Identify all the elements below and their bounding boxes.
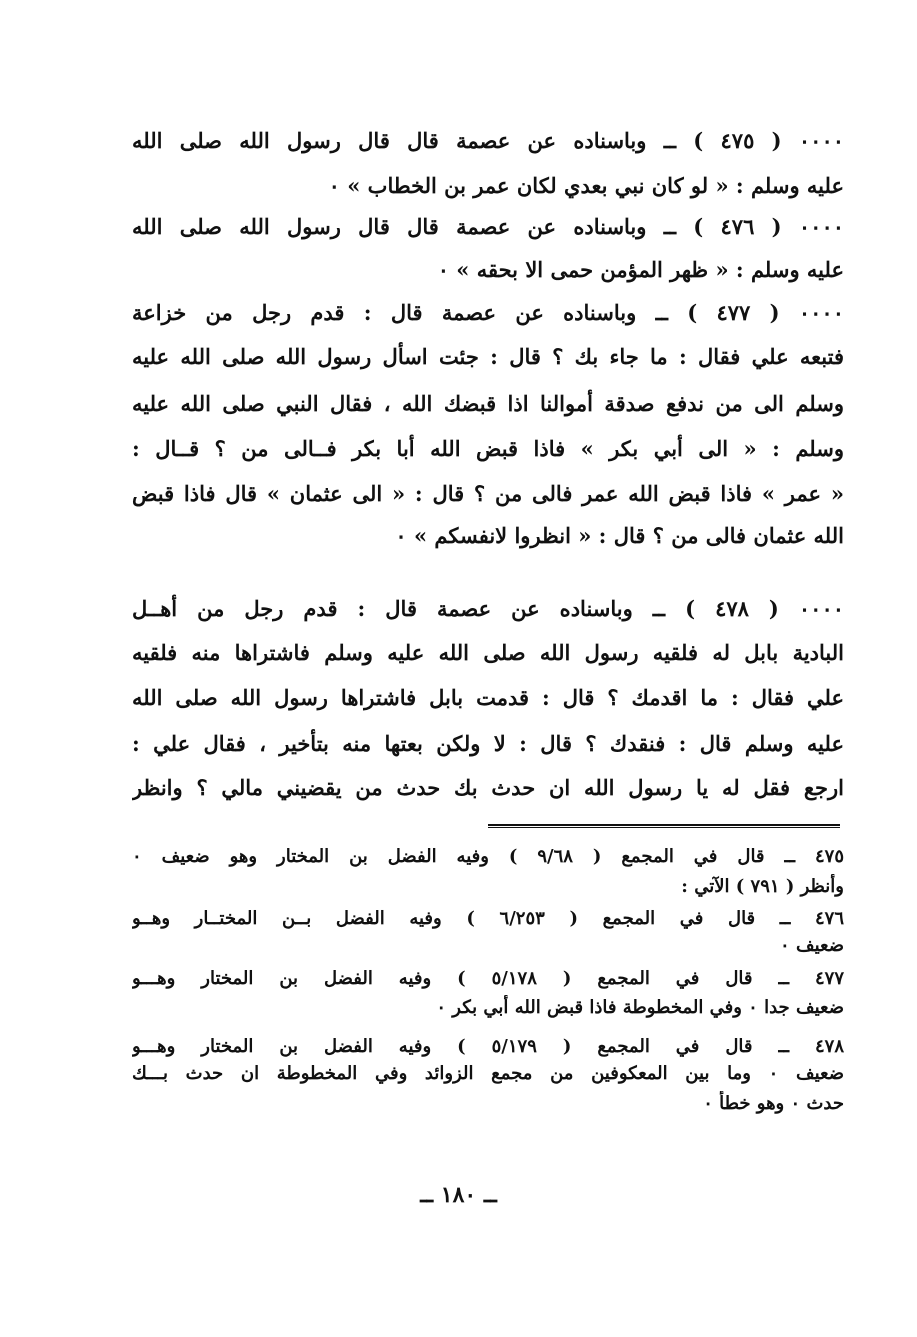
footnote-separator-thin bbox=[488, 827, 840, 828]
hadith-478-line-5: ارجع فقل له يا رسول الله ان حدث بك حدث من يقضيني مالي ؟ وانظر bbox=[132, 775, 844, 800]
footnote-477-line-2: ضعيف جدا ٠ وفي المخطوطة فاذا قبض الله أبي بكر ٠ bbox=[436, 997, 844, 1018]
footnote-476-line-2: ضعيف ٠ bbox=[780, 935, 844, 956]
hadith-478-line-3: علي فقال : ما اقدمك ؟ قال : قدمت بابل فاشتراها رسول الله صلى الله bbox=[132, 685, 844, 710]
hadith-475-line-2: عليه وسلم : « لو كان نبي بعدي لكان عمر بن الخطاب » ٠ bbox=[328, 173, 844, 198]
hadith-476-line-2: عليه وسلم : « ظهر المؤمن حمى الا بحقه » ٠ bbox=[437, 257, 844, 282]
footnote-separator bbox=[488, 824, 840, 826]
page-number: ــ ١٨٠ ــ bbox=[420, 1182, 497, 1208]
hadith-477-line-1: ٠٠٠٠ ( ٤٧٧ ) ــ وباسناده عن عصمة قال : قدم رجل من خزاعة bbox=[132, 300, 844, 325]
hadith-478-line-1: ٠٠٠٠ ( ٤٧٨ ) ــ وباسناده عن عصمة قال : قدم رجل من أهــل bbox=[132, 596, 844, 621]
hadith-477-line-5: « عمر » فاذا قبض الله عمر فالى من ؟ قال : « الى عثمان » قال فاذا قبض bbox=[132, 481, 844, 506]
hadith-476-line-1: ٠٠٠٠ ( ٤٧٦ ) ــ وباسناده عن عصمة قال قال رسول الله صلى الله bbox=[132, 214, 844, 239]
footnote-477-line-1: ٤٧٧ ــ قال في المجمع ( ٥/١٧٨ ) وفيه الفضل بن المختار وهـــو bbox=[132, 968, 844, 989]
hadith-477-line-2: فتبعه علي فقال : ما جاء بك ؟ قال : جئت اسأل رسول الله صلى الله عليه bbox=[132, 344, 844, 369]
hadith-477-line-4: وسلم : « الى أبي بكر » فاذا قبض الله أبا بكر فــالى من ؟ قــال : bbox=[132, 436, 844, 461]
hadith-477-line-6: الله عثمان فالى من ؟ قال : « انظروا لانفسكم » ٠ bbox=[395, 523, 844, 548]
footnote-478-line-3: حدث ٠ وهو خطأ ٠ bbox=[703, 1093, 844, 1114]
hadith-477-line-3: وسلم الى من ندفع صدقة أموالنا اذا قبضك الله ، فقال النبي صلى الله عليه bbox=[132, 391, 844, 416]
footnote-475-line-1: ٤٧٥ ــ قال في المجمع ( ٩/٦٨ ) وفيه الفضل بن المختار وهو ضعيف ٠ bbox=[132, 846, 844, 867]
footnote-475-line-2: وأنظر ( ٧٩١ ) الآتي : bbox=[681, 876, 844, 897]
hadith-478-line-4: عليه وسلم قال : فنقدك ؟ قال : لا ولكن بعتها منه بتأخير ، فقال علي : bbox=[132, 731, 844, 756]
hadith-478-line-2: البادية بابل له فلقيه رسول الله صلى الله عليه وسلم فاشتراها منه فلقيه bbox=[132, 640, 844, 665]
footnote-476-line-1: ٤٧٦ ــ قال في المجمع ( ٦/٢٥٣ ) وفيه الفضل بــن المختــار وهــو bbox=[132, 908, 844, 929]
footnote-478-line-1: ٤٧٨ ــ قال في المجمع ( ٥/١٧٩ ) وفيه الفضل بن المختار وهـــو bbox=[132, 1036, 844, 1057]
footnote-478-line-2: ضعيف ٠ وما بين المعكوفين من مجمع الزوائد وفي المخطوطة ان حدث بـــك bbox=[132, 1063, 844, 1084]
hadith-475-line-1: ٠٠٠٠ ( ٤٧٥ ) ــ وباسناده عن عصمة قال قال رسول الله صلى الله bbox=[132, 128, 844, 153]
